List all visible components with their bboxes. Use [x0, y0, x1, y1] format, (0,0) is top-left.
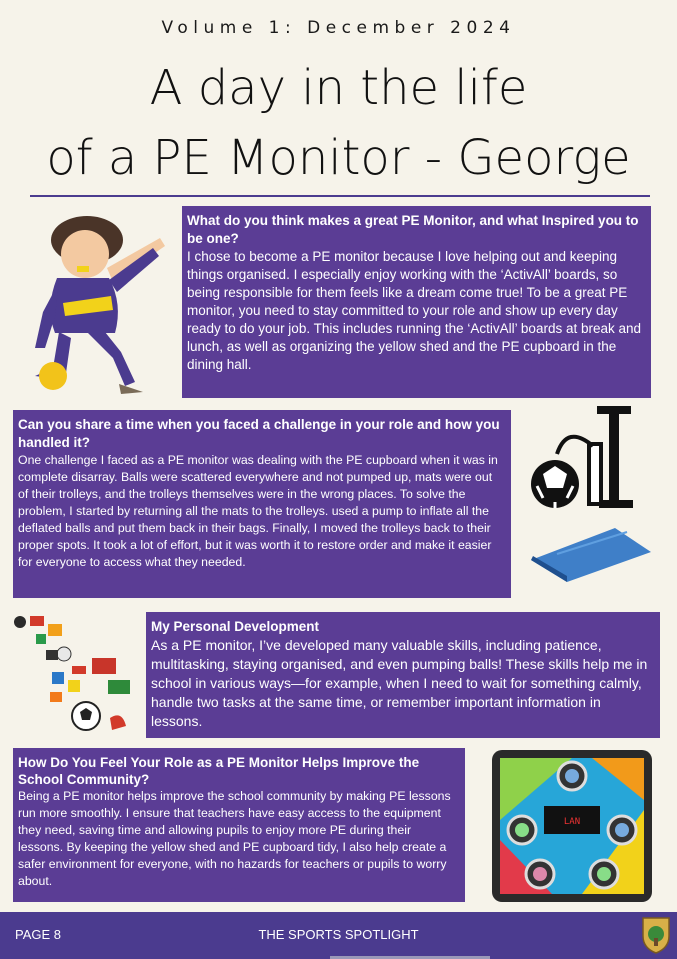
sports-equipment-collage-icon — [12, 614, 137, 739]
activall-board-photo — [492, 750, 652, 902]
ball-pump-icon — [527, 404, 637, 514]
page-title-line-1: A day in the life — [149, 60, 528, 116]
pe-monitor-boy-illustration — [25, 208, 175, 398]
section-heading: What do you think makes a great PE Monitor, and what Inspired you to be one? — [187, 213, 639, 246]
magazine-title: THE SPORTS SPOTLIGHT — [258, 927, 419, 942]
section-body: Being a PE monitor helps improve the school community by making PE lessons run more smoothly. I ensure that teachers have easy access to the equipment they need, saving time and allowing pupils to enjoy more PE during their lessons. By keeping the yellow shed and PE cupboard tidy, I also help create a safer environment for everyone, with no hazards for teachers or pupils to worry about. — [18, 789, 451, 888]
gym-mat-icon — [527, 524, 655, 584]
section-heading: How Do You Feel Your Role as a PE Monitor Helps Improve the School Community? — [18, 755, 420, 787]
page-title-line-2: of a PE Monitor - George — [46, 130, 631, 186]
volume-line: Volume 1: December 2024 — [161, 18, 516, 38]
section-body: One challenge I faced as a PE monitor was dealing with the PE cupboard when it was in complete disarray. Balls were scattered everywhere and not pumped up, mats were out of their trolleys, and the trolleys themselves were in the wrong places. To solve the problem, I started by returning all the mats to the trolleys. used a pump to inflate all the deflated balls and put them back in their bags. Finally, I moved the trolleys back to their proper spots. It took a lot of effort, but it was worth it to restore order and make it easier for everyone to access what they needed. — [18, 453, 498, 569]
section-personal-development — [146, 612, 660, 738]
section-body: As a PE monitor, I’ve developed many valuable skills, including patience, multitasking, staying organised, and even pumping balls! These skills help me in school in various ways—for example, when I need to wait for something calmly, handle two tasks at the same time, or remember important information in lessons. — [151, 637, 648, 729]
section-body: I chose to become a PE monitor because I love helping out and keeping things organised. I especially enjoy working with the ‘ActivAll’ boards, so being responsible for them feels like a dream come true! To be a great PE monitor, you need to stay committed to your role and show up every day ready to do your job. This includes running the ‘ActivAll’ boards at break and lunch, as well as organizing the yellow shed and the PE cupboard in the dining hall. — [187, 249, 642, 372]
section-school-community — [13, 748, 465, 902]
page-number: PAGE 8 — [15, 927, 62, 942]
section-inspiration — [182, 206, 651, 398]
section-challenge — [13, 410, 511, 598]
section-heading: Can you share a time when you faced a challenge in your role and how you handled it? — [18, 417, 500, 450]
page-footer — [0, 912, 677, 959]
school-crest-icon — [641, 916, 671, 954]
title-rule — [30, 195, 650, 197]
board-display-text: LAN — [563, 817, 581, 827]
section-heading: My Personal Development — [151, 619, 320, 634]
